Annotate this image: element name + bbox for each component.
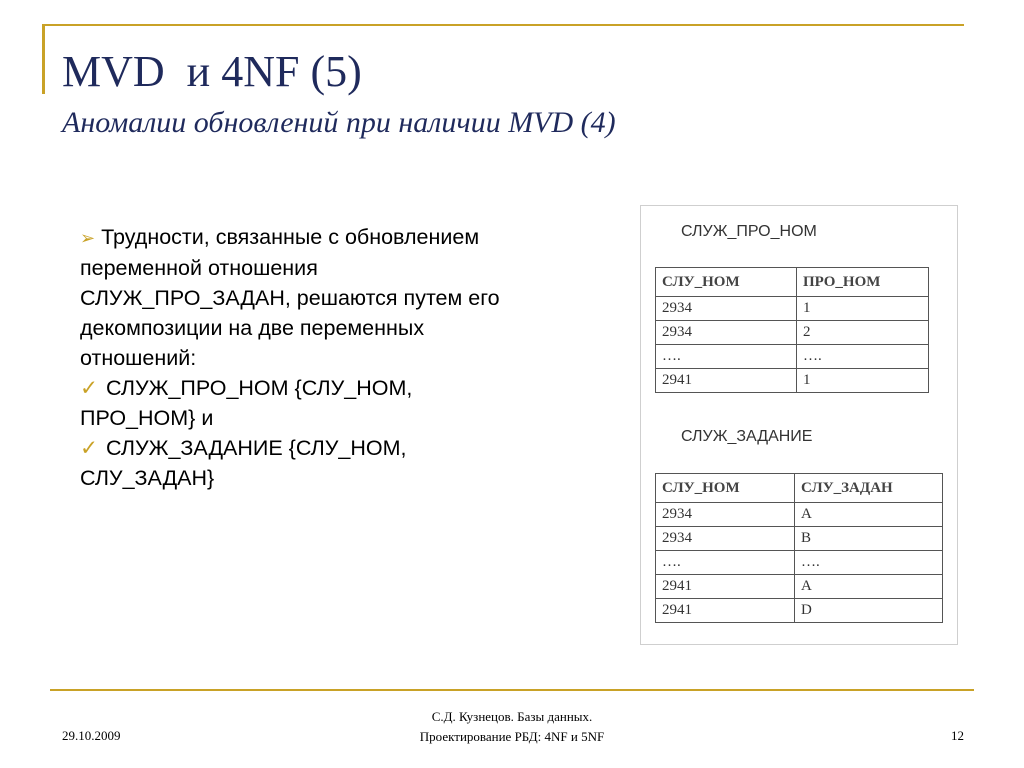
table-cell: B (795, 527, 943, 551)
table-cell: 2934 (656, 527, 795, 551)
table-cell: 2934 (656, 297, 797, 321)
checkmark-icon: ✓ (80, 376, 99, 400)
table-row (656, 321, 929, 345)
table-cell: …. (797, 345, 929, 369)
table-row (656, 297, 929, 321)
column-header: СЛУ_НОМ (656, 474, 795, 503)
table-cell: …. (795, 551, 943, 575)
top-rule (44, 24, 964, 26)
footer-caption-line-1: С.Д. Кузнецов. Базы данных. (431, 709, 593, 724)
bottom-rule (50, 689, 974, 691)
table-row (656, 599, 943, 623)
bullet-line-1: ➢ Трудности, связанные с обновлением (80, 225, 480, 249)
table-cell: 1 (797, 297, 929, 321)
column-header: СЛУ_ЗАДАН (795, 474, 943, 503)
table1-caption: СЛУЖ_ПРО_НОМ (681, 223, 817, 240)
column-header: СЛУ_НОМ (656, 268, 797, 297)
table-header-row (656, 474, 943, 503)
table-cell: A (795, 575, 943, 599)
footer-date: 29.10.2009 (62, 728, 121, 743)
body-line-4: декомпозиции на две переменных (80, 316, 425, 340)
table-header-row (656, 268, 929, 297)
table-cell: 2934 (656, 503, 795, 527)
table-cell: 2934 (656, 321, 797, 345)
footer-caption-line-2: Проектирование РБД: 4NF и 5NF (419, 729, 605, 744)
arrow-right-icon: ➢ (80, 228, 96, 248)
table-sluzh-pro-nom (655, 267, 929, 393)
table-row (656, 551, 943, 575)
table-cell: 2941 (656, 575, 795, 599)
check-line-2: ✓ СЛУЖ_ЗАДАНИЕ {СЛУ_НОМ, (80, 436, 407, 460)
check-line-1: ✓ СЛУЖ_ПРО_НОМ {СЛУ_НОМ, (80, 376, 413, 400)
table-cell: D (795, 599, 943, 623)
footer-caption (380, 707, 644, 747)
table-cell: 2 (797, 321, 929, 345)
table-cell: 1 (797, 369, 929, 393)
body-line-2: переменной отношения (80, 256, 318, 280)
slide-title: MVD и 4NF (5) (62, 47, 362, 96)
table-cell: 2941 (656, 599, 795, 623)
table-cell: …. (656, 551, 795, 575)
table-row (656, 503, 943, 527)
tables-figure (640, 205, 958, 645)
column-header: ПРО_НОМ (797, 268, 929, 297)
page-number: 12 (951, 728, 964, 743)
slide-subtitle: Аномалии обновлений при наличии MVD (4) (62, 106, 616, 139)
table-sluzh-zadanie (655, 473, 943, 623)
table-row (656, 527, 943, 551)
table-row (656, 369, 929, 393)
table-row (656, 345, 929, 369)
table-row (656, 575, 943, 599)
body-line-5: отношений: (80, 346, 197, 370)
table-cell: A (795, 503, 943, 527)
body-line-3: СЛУЖ_ПРО_ЗАДАН, решаются путем его (80, 286, 500, 310)
left-rule (42, 24, 45, 94)
check-line-1b: ПРО_НОМ} и (80, 406, 214, 430)
table-cell: 2941 (656, 369, 797, 393)
table-cell: …. (656, 345, 797, 369)
slide-body (80, 222, 600, 493)
check-line-2b: СЛУ_ЗАДАН} (80, 466, 215, 490)
checkmark-icon: ✓ (80, 436, 99, 460)
table2-caption: СЛУЖ_ЗАДАНИЕ (681, 428, 813, 445)
